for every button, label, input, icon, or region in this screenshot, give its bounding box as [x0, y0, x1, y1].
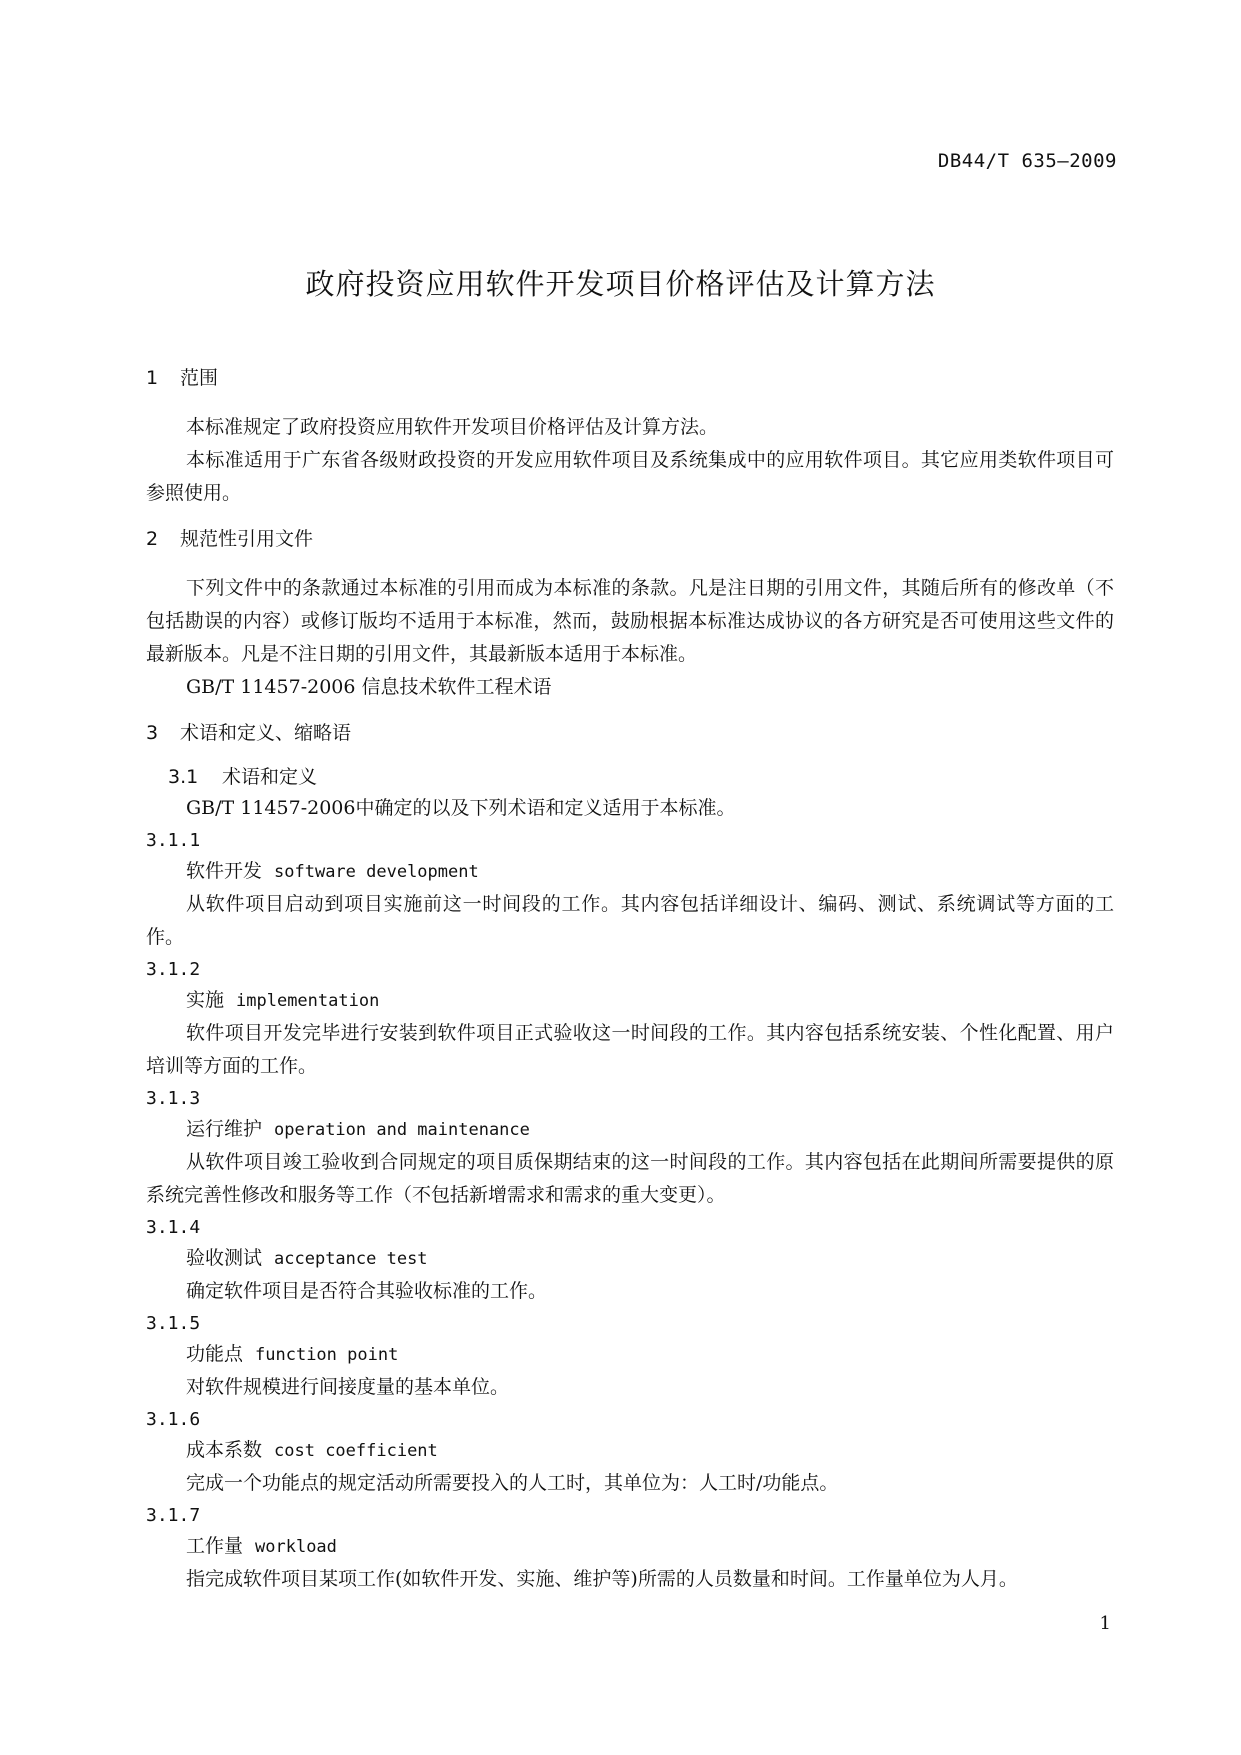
term-name-en: acceptance test [274, 1249, 428, 1269]
term-name [146, 1114, 1114, 1146]
term-number: 3.1.2 [146, 959, 201, 980]
document-number: DB44/T 635—2009 [937, 150, 1117, 172]
term-name-en: operation and maintenance [274, 1120, 530, 1140]
page-number: 1 [1099, 1613, 1111, 1634]
term-name-zh: 验收测试 [186, 1247, 263, 1269]
section-heading-terms [146, 718, 1114, 748]
section-title: 规范性引用文件 [180, 528, 314, 550]
subsection-number: 3.1 [168, 766, 199, 788]
term-definition: 从软件项目竣工验收到合同规定的项目质保期结束的这一时间段的工作。其内容包括在此期间所需要提供的原系统完善性修改和服务等工作（不包括新增需求和需求的重大变更）。 [146, 1151, 1114, 1206]
section-number: 3 [146, 722, 159, 744]
term-definition: 对软件规模进行间接度量的基本单位。 [186, 1376, 510, 1398]
term-entry [146, 825, 1114, 954]
term-entry [146, 1083, 1114, 1212]
term-name-zh: 软件开发 [186, 860, 263, 882]
term-entry [146, 954, 1114, 1083]
term-entry [146, 1500, 1114, 1596]
term-number: 3.1.4 [146, 1217, 201, 1238]
paragraph: GB/T 11457-2006中确定的以及下列术语和定义适用于本标准。 [186, 797, 736, 819]
paragraph: 下列文件中的条款通过本标准的引用而成为本标准的条款。凡是注日期的引用文件，其随后所有的修改单（不包括勘误的内容）或修订版均不适用于本标准，然而，鼓励根据本标准达成协议的各方研究是否可使用这些文件的最新版本。凡是不注日期的引用文件，其最新版本适用于本标准。 [146, 577, 1114, 665]
term-name [146, 1435, 1114, 1467]
term-definition: 指完成软件项目某项工作(如软件开发、实施、维护等)所需的人员数量和时间。工作量单位为人月。 [186, 1568, 1018, 1590]
document-body [146, 363, 1114, 1596]
section-number: 2 [146, 528, 159, 550]
section-title: 术语和定义、缩略语 [180, 722, 352, 744]
term-name-en: implementation [236, 991, 380, 1011]
section-title: 范围 [180, 367, 219, 389]
term-number: 3.1.1 [146, 830, 201, 851]
term-number: 3.1.5 [146, 1313, 201, 1334]
term-name-en: software development [274, 862, 479, 882]
term-entry [146, 1212, 1114, 1308]
term-number: 3.1.7 [146, 1505, 201, 1526]
term-name-zh: 功能点 [186, 1343, 244, 1365]
term-entry [146, 1404, 1114, 1500]
section-heading-scope [146, 363, 1114, 393]
term-number: 3.1.6 [146, 1409, 201, 1430]
term-number: 3.1.3 [146, 1088, 201, 1109]
term-name-en: workload [255, 1537, 337, 1557]
subsection-title: 术语和定义 [222, 766, 318, 788]
document-title: 政府投资应用软件开发项目价格评估及计算方法 [305, 267, 936, 301]
term-name [146, 985, 1114, 1017]
term-definition: 完成一个功能点的规定活动所需要投入的人工时，其单位为：人工时/功能点。 [186, 1472, 839, 1494]
term-definition: 确定软件项目是否符合其验收标准的工作。 [186, 1280, 548, 1302]
term-name [146, 1531, 1114, 1563]
term-name-en: function point [255, 1345, 399, 1365]
paragraph: 本标准适用于广东省各级财政投资的开发应用软件项目及系统集成中的应用软件项目。其它应用类软件项目可参照使用。 [146, 449, 1114, 504]
term-name-zh: 成本系数 [186, 1439, 263, 1461]
reference-item: GB/T 11457-2006 信息技术软件工程术语 [186, 676, 552, 698]
subsection-heading [146, 762, 1114, 792]
term-name-zh: 工作量 [186, 1535, 244, 1557]
term-name-en: cost coefficient [274, 1441, 438, 1461]
term-definition: 软件项目开发完毕进行安装到软件项目正式验收这一时间段的工作。其内容包括系统安装、个性化配置、用户培训等方面的工作。 [146, 1022, 1114, 1077]
term-name [146, 856, 1114, 888]
term-definition: 从软件项目启动到项目实施前这一时间段的工作。其内容包括详细设计、编码、测试、系统调试等方面的工作。 [146, 893, 1114, 948]
term-name [146, 1243, 1114, 1275]
section-heading-normative-references [146, 524, 1114, 554]
term-name [146, 1339, 1114, 1371]
term-name-zh: 实施 [186, 989, 225, 1011]
section-number: 1 [146, 367, 159, 389]
paragraph: 本标准规定了政府投资应用软件开发项目价格评估及计算方法。 [186, 416, 719, 438]
term-entry [146, 1308, 1114, 1404]
term-name-zh: 运行维护 [186, 1118, 263, 1140]
